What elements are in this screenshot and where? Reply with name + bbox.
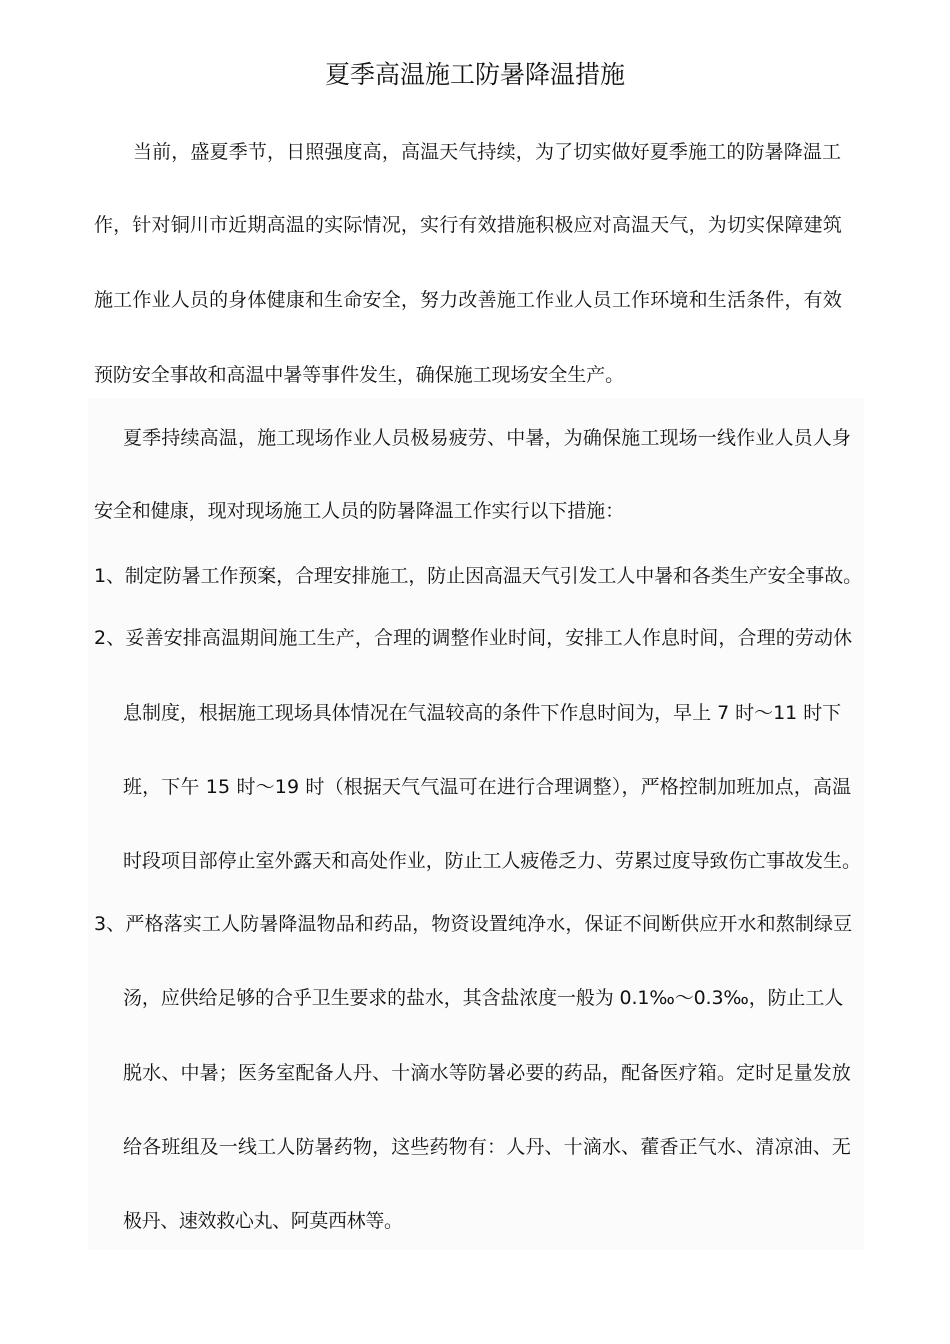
paragraph-1-line-1: 当前，盛夏季节，日照强度高，高温天气持续，为了切实做好夏季施工的防暑降温工 (133, 141, 841, 163)
shaded-section-background (88, 398, 864, 1250)
paragraph-2-line-1: 夏季持续高温，施工现场作业人员极易疲劳、中暑，为确保施工现场一线作业人员人身 (123, 427, 851, 449)
paragraph-2-line-2: 安全和健康，现对现场施工人员的防暑降温工作实行以下措施： (94, 500, 624, 522)
measure-3-line-4: 给各班组及一线工人防暑药物，这些药物有：人丹、十滴水、藿香正气水、清凉油、无 (123, 1136, 851, 1158)
measure-2-line-2: 息制度，根据施工现场具体情况在气温较高的条件下作息时间为，早上 7 时～11 时下 (123, 702, 841, 724)
measure-3-line-2: 汤，应供给足够的合乎卫生要求的盐水，其含盐浓度一般为 0.1‰～0.3‰，防止工人 (123, 987, 843, 1009)
measure-2-line-1: 2、妥善安排高温期间施工生产，合理的调整作业时间，安排工人作息时间，合理的劳动休 (94, 627, 852, 649)
measure-3-line-3: 脱水、中暑；医务室配备人丹、十滴水等防暑必要的药品，配备医疗箱。定时足量发放 (123, 1062, 851, 1084)
measure-1-line-1: 1、制定防暑工作预案，合理安排施工，防止因高温天气引发工人中暑和各类生产安全事故。 (94, 565, 862, 587)
measure-3-line-5: 极丹、速效救心丸、阿莫西林等。 (123, 1210, 403, 1232)
paragraph-1-line-3: 施工作业人员的身体健康和生命安全，努力改善施工作业人员工作环境和生活条件，有效 (94, 289, 842, 311)
document-title: 夏季高温施工防暑降温措施 (324, 60, 625, 89)
paragraph-1-line-2: 作，针对铜川市近期高温的实际情况，实行有效措施积极应对高温天气，为切实保障建筑 (94, 214, 842, 236)
measure-2-line-4: 时段项目部停止室外露天和高处作业，防止工人疲倦乏力、劳累过度导致伤亡事故发生。 (123, 850, 861, 872)
paragraph-1-line-4: 预防安全事故和高温中暑等事件发生，确保施工现场安全生产。 (94, 364, 624, 386)
measure-3-line-1: 3、严格落实工人防暑降温物品和药品，物资设置纯净水，保证不间断供应开水和熬制绿豆 (94, 913, 852, 935)
measure-2-line-3: 班，下午 15 时～19 时（根据天气气温可在进行合理调整），严格控制加班加点，高温 (123, 776, 851, 798)
